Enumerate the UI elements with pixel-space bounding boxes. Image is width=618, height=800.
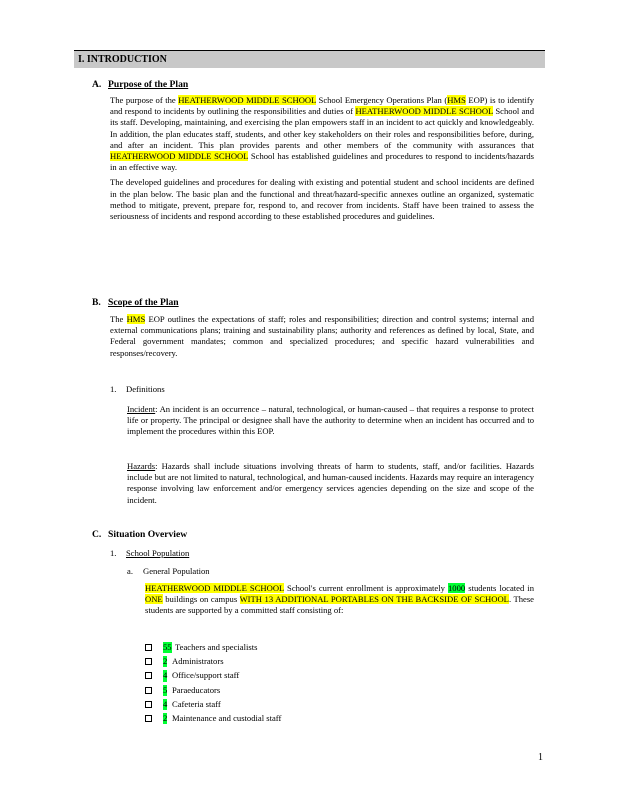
general-population-paragraph (145, 583, 534, 621)
checkbox-icon (145, 644, 152, 651)
purpose-paragraph-2: The developed guidelines and procedures for dealing with existing and potential student and school incidents are defined in the plan below. The basic plan and the functional and threat/hazard-specific annexes outline an organized, systematic method to mitigate, prevent, prepare for, respond to, and recover from incidents. Staff have been trained to assess the seriousness of incidents and respond according to these established procedures and guidelines. (110, 177, 534, 222)
incident-term: Incident (127, 404, 156, 414)
scope-title: Scope of the Plan (108, 297, 179, 308)
definition-incident (127, 404, 534, 438)
text-run: School Emergency Operations Plan ( (316, 95, 448, 105)
definition-hazards (127, 461, 534, 506)
staff-label: Teachers and specialists (175, 642, 258, 652)
abbr-highlight: HMS (447, 95, 466, 105)
incident-text: : An incident is an occurrence – natural, technological, or human-caused – that requires a response to protect life or property. The principal or designee shall have the authority to determine when an incident has occurred and to implement the procedures within this EOP. (127, 404, 534, 437)
staff-label: Administrators (172, 656, 224, 667)
text-run: The purpose of the (110, 95, 179, 105)
checkbox-icon (145, 701, 152, 708)
school-name-highlight: HEATHERWOOD MIDDLE SCHOOL (178, 95, 317, 105)
school-name-highlight: HEATHERWOOD MIDDLE SCHOOL (145, 583, 284, 593)
staff-label: Office/support staff (172, 670, 240, 681)
definitions-title: Definitions (126, 384, 165, 394)
checkbox-icon (145, 658, 152, 665)
definitions-number: 1. (110, 384, 117, 394)
checkbox-icon (145, 715, 152, 722)
text-run: students located in (465, 583, 534, 593)
text-run: buildings on campus (162, 594, 240, 605)
text-run: EOP) is to identify and respond to incidents by outlining the responsibilities and duties of (110, 95, 535, 117)
scope-letter: B. (92, 297, 101, 308)
staff-label: Cafeteria staff (172, 698, 221, 709)
general-letter: a. (127, 566, 133, 576)
staff-label: Maintenance and custodial staff (172, 712, 282, 723)
text-run: School and its staff. Developing, maintaining, and exercising the plan empowers staff in an incident to act quickly and knowledgeably. In addition, the plan educates staff, students, and other key stakeholders on their roles and responsibilities before, during, and after an incident. This plan provides parents and other members of the community with assurances that (110, 106, 535, 150)
situation-letter: C. (92, 529, 102, 540)
checkbox-icon (145, 672, 152, 679)
scope-paragraph (110, 314, 534, 363)
student-count-highlight: 1000 (447, 583, 466, 593)
staff-count: 2 (163, 712, 168, 723)
text-run: . These students are supported by a committed staff consisting of: (145, 594, 534, 616)
population-number: 1. (110, 548, 117, 558)
building-count-highlight: ONE (145, 594, 163, 605)
situation-title: Situation Overview (108, 529, 188, 540)
school-name-highlight: HEATHERWOOD MIDDLE SCHOOL (110, 151, 249, 162)
text-run: EOP outlines the expectations of staff; roles and responsibilities; direction and control systems; internal and external communications plans; training and sustainability plans; authority and references as defined by local, State, and Federal government mandates; common and specialized procedures; and specific hazard vulnerabilities and responses/recovery. (110, 314, 534, 358)
staff-count: 4 (163, 670, 168, 681)
staff-count: 55 (163, 642, 172, 652)
hazards-text: : Hazards shall include situations involving threats of harm to students, staff, and/or facilities. Hazards include but are not limited to natural, technological, and human-caused incidents. Hazards may require an interagency response involving law enforcement and/or emergency services agencies depending on the size and scope of the incident. (127, 461, 534, 505)
school-name-highlight: HEATHERWOOD MIDDLE SCHOOL (355, 106, 494, 117)
text-run: The (110, 314, 127, 324)
section-title: I. INTRODUCTION (78, 54, 167, 65)
page-number: 1 (538, 752, 543, 763)
text-run: School's current enrollment is approximately (283, 583, 448, 593)
text-run: School has established guidelines and procedures to respond to incidents/hazards in an effective way. (110, 151, 534, 173)
staff-count: 2 (163, 656, 168, 667)
abbr-highlight: HMS (126, 314, 146, 324)
hazards-term: Hazards (127, 461, 156, 471)
staff-label: Paraeducators (172, 684, 221, 695)
population-title: School Population (126, 548, 190, 558)
section-header-bar (74, 50, 545, 68)
purpose-section (110, 95, 534, 226)
portables-highlight: WITH 13 ADDITIONAL PORTABLES ON THE BACKSIDE OF SCHOOL (239, 594, 509, 605)
staff-count: 4 (163, 698, 168, 709)
purpose-letter: A. (92, 79, 102, 90)
general-title: General Population (143, 566, 210, 576)
purpose-paragraph-1 (110, 95, 534, 173)
purpose-title: Purpose of the Plan (108, 79, 189, 90)
staff-count: 5 (163, 684, 168, 695)
checkbox-icon (145, 687, 152, 694)
